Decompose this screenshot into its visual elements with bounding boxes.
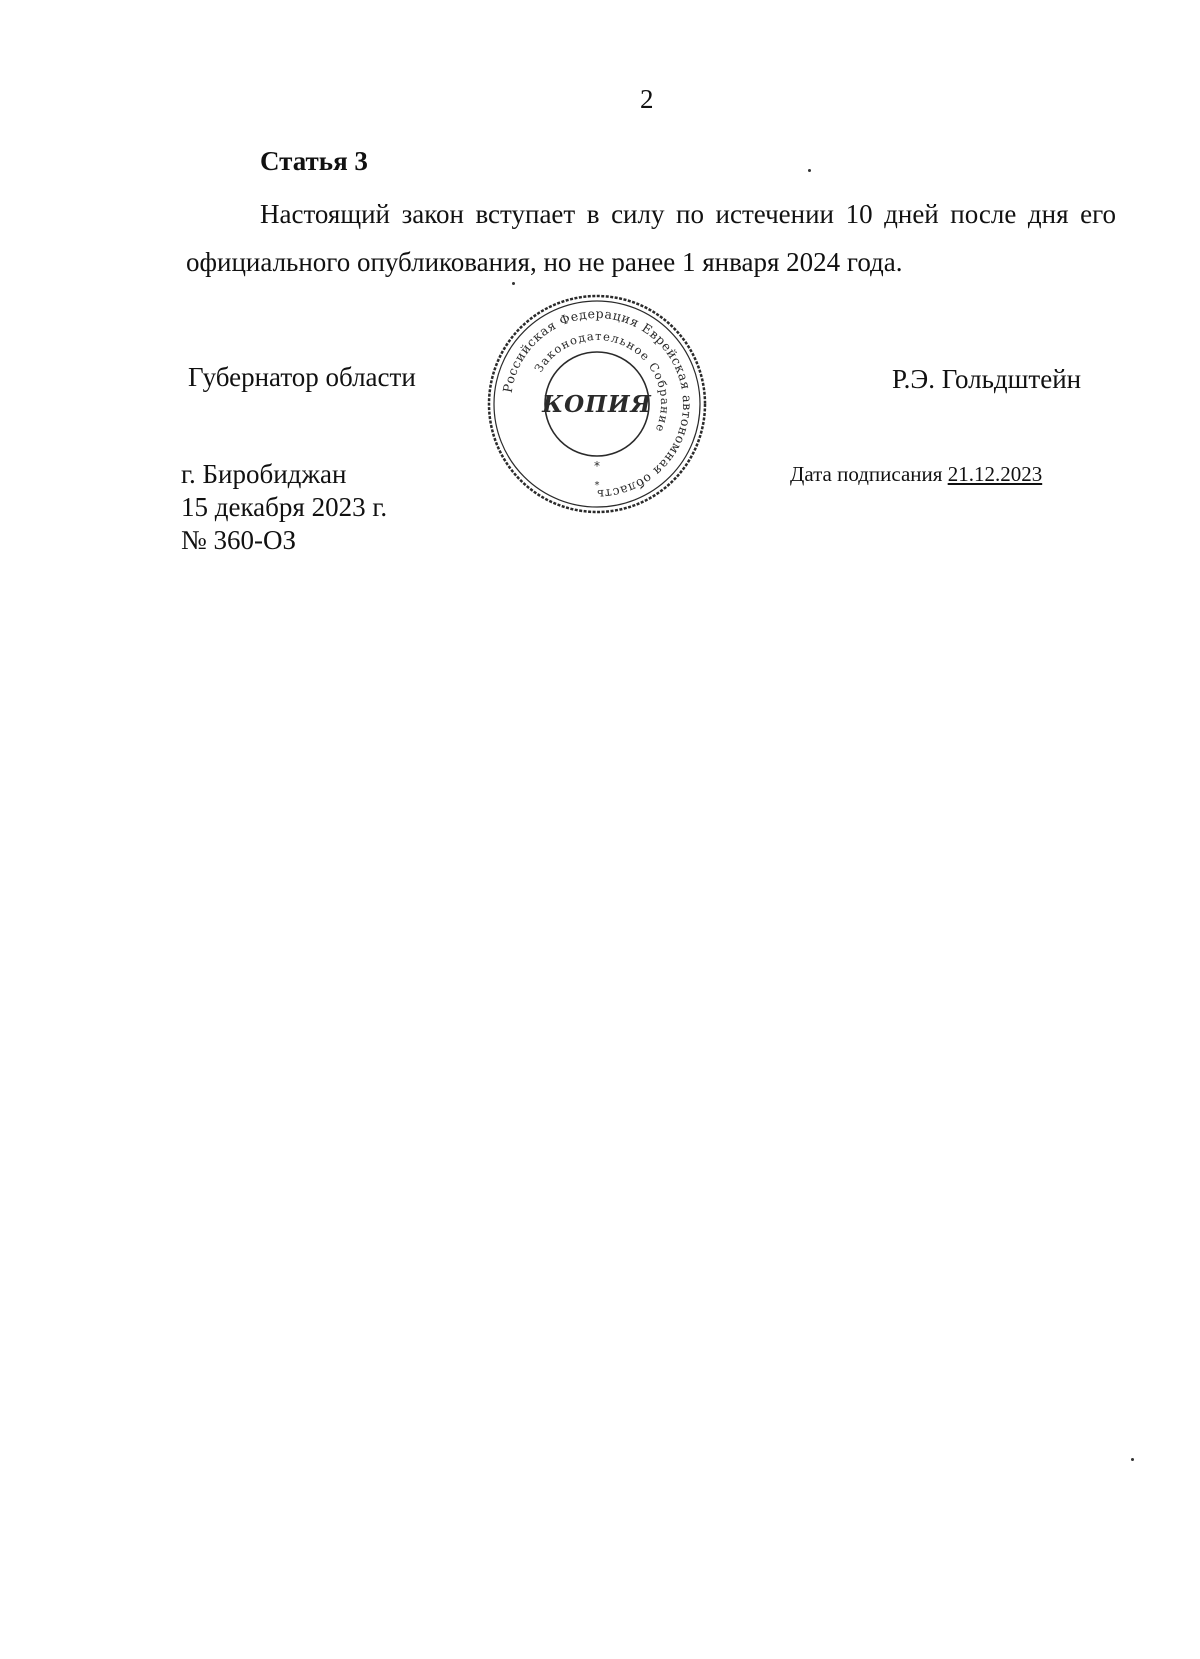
- scan-speck: [1131, 1458, 1134, 1461]
- law-number: № 360-ОЗ: [181, 525, 297, 555]
- seal-inner-text: Законодательное Собрание: [531, 328, 673, 435]
- seal-center-text: КОПИЯ: [542, 391, 652, 418]
- scan-speck: [512, 282, 515, 285]
- law-date: 15 декабря 2023 г.: [181, 492, 388, 522]
- scan-speck: [808, 169, 811, 172]
- seal-outer-text: Российская Федерация Еврейская автономная область: [499, 305, 696, 503]
- governor-name: Р.Э. Гольдштейн: [892, 364, 1082, 394]
- signing-date-line: [790, 462, 1042, 487]
- governor-position: Губернатор области: [188, 362, 416, 392]
- article-title: Статья 3: [260, 146, 368, 176]
- seal-star-small-icon: *: [594, 480, 600, 491]
- place-date-block: [181, 458, 387, 557]
- seal-graphic: [485, 292, 709, 516]
- official-seal-icon: [485, 292, 709, 516]
- city: г. Биробиджан: [181, 459, 347, 489]
- signing-date-value: 21.12.2023: [947, 462, 1043, 486]
- page-number: 2: [640, 84, 654, 114]
- signing-date-label: Дата подписания: [790, 462, 943, 486]
- seal-star-icon: *: [594, 459, 600, 473]
- article-body: Настоящий закон вступает в силу по истечении 10 дней после дня его официального опубликования, но не ранее 1 января 2024 года.: [186, 199, 1116, 277]
